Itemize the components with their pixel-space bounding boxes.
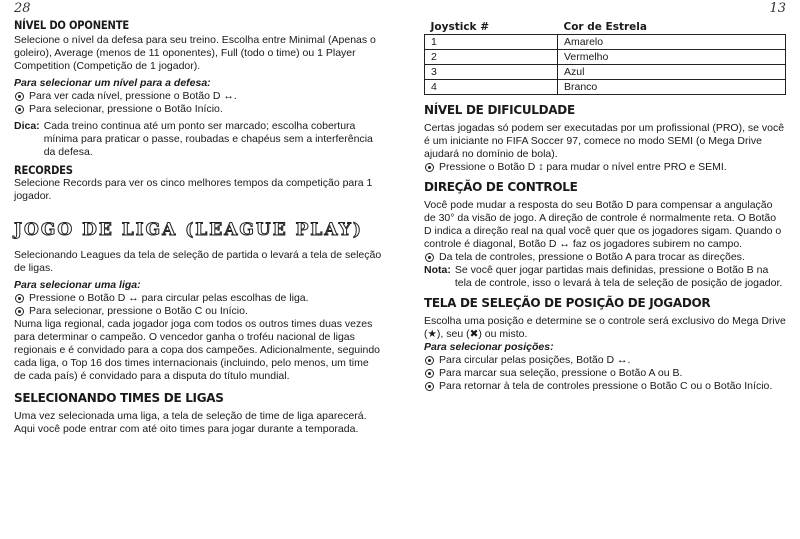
posicao-text: Escolha uma posição e determine se o controle será exclusivo do Mega Drive (★), seu (✖) ou misto.: [424, 315, 786, 340]
liga-text-2: Numa liga regional, cada jogador joga com todos os outros times duas vezes para determinar o campeão. O vencedor ganha o troféu nacional de ligas regionais e é convidado para a copa dos campeões. Adicionalmente, seguindo cada liga, o Top 16 dos times internacionais (incluindo, pelo menos, um time de cada país) é convidado para a disputa do título mundial.: [14, 318, 380, 382]
soccer-ball-icon: [425, 163, 434, 172]
soccer-ball-icon: [425, 253, 434, 262]
soccer-ball-icon: [425, 356, 434, 365]
section-title-dificuldade: NÍVEL DE DIFICULDADE: [424, 103, 575, 117]
bullet-item: Pressione o Botão D ↔ para circular pelas escolhas de liga.: [14, 292, 382, 305]
bullet-item: Para ver cada nível, pressione o Botão D ↔.: [14, 90, 382, 103]
bullet-item: Para marcar sua seleção, pressione o Botão A ou B.: [424, 367, 786, 380]
dica-note: Dica: Cada treino continua até um ponto ser marcado; escolha cobertura mínima para praticar o passe, roubadas e chapéus sem a interferência da defesa.: [14, 120, 373, 158]
dificuldade-text: Certas jogadas só podem ser executadas por um profissional (PRO), se você é um iniciante no FIFA Soccer 97, comece no modo SEMI (o Mega Drive ajudará no domínio de bola).: [424, 122, 785, 160]
liga-subtitle: Para selecionar uma liga:: [14, 279, 141, 291]
nivel-oponente-subtitle: Para selecionar um nível para a defesa:: [14, 77, 211, 89]
left-page: [14, 20, 382, 436]
bullet-item: Para retornar à tela de controles pressione o Botão C ou o Botão Início.: [424, 380, 786, 393]
bullet-item: Da tela de controles, pressione o Botão A para trocar as direções.: [424, 251, 786, 264]
joystick-color-table: [424, 20, 786, 95]
bullet-item: Para selecionar, pressione o Botão C ou Início.: [14, 305, 382, 318]
section-title-posicao: TELA DE SELEÇÃO DE POSIÇÃO DE JOGADOR: [424, 296, 711, 310]
table-row: 4 Branco: [425, 80, 786, 95]
section-title-nivel-oponente: NÍVEL DO OPONENTE: [14, 20, 129, 33]
nivel-oponente-text: Selecione o nível da defesa para seu treino. Escolha entre Minimal (Apenas o goleiro), Average (menos de 11 oponentes), Full (todo o time) ou 1 Player Competition (Competição de 1 jogador).: [14, 34, 376, 72]
soccer-ball-icon: [15, 307, 24, 316]
direcao-text: Você pode mudar a resposta do seu Botão D para compensar a angulação de 30° da visão de jogo. A direção de controle é normalmente reta. O Botão D indica a direção real na qual você quer que os jogadores sigam. Quando o controle é diagonal, Botão D ↔ faz os jogadores subirem no campo.: [424, 199, 782, 250]
bullet-item: Pressione o Botão D ↕ para mudar o nível entre PRO e SEMI.: [424, 161, 786, 174]
table-row: 2 Vermelho: [425, 50, 786, 65]
section-title-direcao: DIREÇÃO DE CONTROLE: [424, 180, 578, 194]
section-title-selecionando-times: SELECIONANDO TIMES DE LIGAS: [14, 391, 224, 405]
recordes-text: Selecione Records para ver os cinco melhores tempos da competição para 1 jogador.: [14, 177, 373, 202]
table-row: 1 Amarelo: [425, 35, 786, 50]
bullet-item: Para selecionar, pressione o Botão Início.: [14, 103, 382, 116]
soccer-ball-icon: [15, 105, 24, 114]
selecionando-times-text: Uma vez selecionada uma liga, a tela de seleção de time de liga aparecerá. Aqui você pode entrar com até oito times para jogar durante a temporada.: [14, 410, 367, 435]
page-number-left: 28: [14, 1, 31, 16]
bullet-item: Para circular pelas posições, Botão D ↔.: [424, 354, 786, 367]
table-header-joystick: Joystick #: [425, 20, 558, 35]
soccer-ball-icon: [425, 382, 434, 391]
soccer-ball-icon: [15, 92, 24, 101]
soccer-ball-icon: [425, 369, 434, 378]
posicao-subtitle: Para selecionar posições:: [424, 341, 554, 353]
nota-note: Nota: Se você quer jogar partidas mais definidas, pressione o Botão B na tela de controle, isso o levará à tela de seleção de posição de jogador.: [424, 264, 783, 289]
liga-banner: JOGO DE LIGA (LEAGUE PLAY): [14, 220, 363, 240]
liga-text: Selecionando Leagues da tela de seleção de partida o levará a tela de seleção de ligas.: [14, 249, 382, 274]
table-row: 3 Azul: [425, 65, 786, 80]
table-header-cor: Cor de Estrela: [558, 20, 786, 35]
right-page: [424, 20, 786, 393]
section-title-recordes: RECORDES: [14, 165, 73, 178]
soccer-ball-icon: [15, 294, 24, 303]
page-number-right: 13: [769, 1, 786, 16]
